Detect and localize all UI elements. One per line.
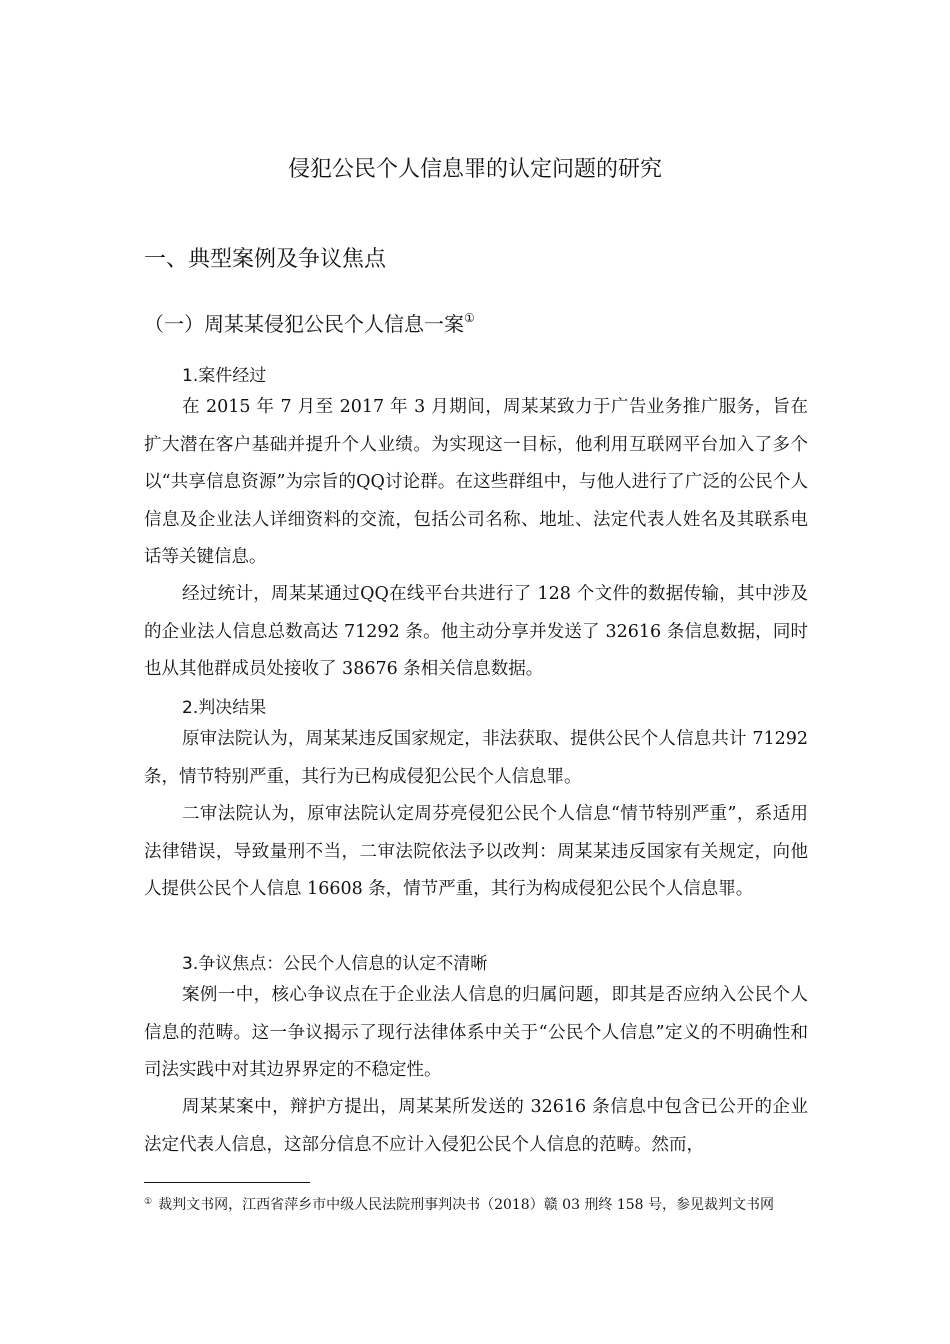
paragraph-case-2: 经过统计，周某某通过QQ在线平台共进行了 128 个文件的数据传输，其中涉及的企业法人信息总数高达 71292 条。他主动分享并发送了 32616 条信息数据，同时也从其他群成员处接收了 38676 条相关信息数据。 <box>144 584 808 679</box>
section-heading: 一、典型案例及争议焦点 <box>144 247 387 272</box>
heading-case-process: 1.案件经过 <box>182 366 267 386</box>
subsection-heading <box>144 308 475 337</box>
footnote <box>144 1192 808 1215</box>
footnote-reference: ① <box>464 311 475 325</box>
paragraph-case-1: 在 2015 年 7 月至 2017 年 3 月期间，周某某致力于广告业务推广服务，旨在扩大潜在客户基础并提升个人业绩。为实现这一目标，他利用互联网平台加入了多个以“共享信息资源”为宗旨的QQ讨论群。在这些群组中，与他人进行了广泛的公民个人信息及企业法人详细资料的交流，包括公司名称、地址、法定代表人姓名及其联系电话等关键信息。 <box>144 397 808 567</box>
footnote-marker: ① <box>144 1197 153 1207</box>
subsection-heading-text: （一）周某某侵犯公民个人信息一案 <box>144 312 464 336</box>
footnote-text: 裁判文书网，江西省萍乡市中级人民法院刑事判决书（2018）赣 03 刑终 158 号，参见裁判文书网 <box>158 1197 775 1213</box>
heading-judgment: 2.判决结果 <box>182 698 267 718</box>
document-title: 侵犯公民个人信息罪的认定问题的研究 <box>287 157 662 182</box>
footnote-divider <box>144 1182 310 1183</box>
paragraph-judgment-2: 二审法院认为，原审法院认定周芬亮侵犯公民个人信息“情节特别严重”，系适用法律错误，导致量刑不当，二审法院依法予以改判：周某某违反国家有关规定，向他人提供公民个人信息 16608 条，情节严重，其行为构成侵犯公民个人信息罪。 <box>144 804 808 899</box>
heading-dispute: 3.争议焦点：公民个人信息的认定不清晰 <box>182 954 488 974</box>
paragraph-judgment-1: 原审法院认为，周某某违反国家规定，非法获取、提供公民个人信息共计 71292 条，情节特别严重，其行为已构成侵犯公民个人信息罪。 <box>144 729 808 787</box>
paragraph-dispute-2: 周某某案中，辩护方提出，周某某所发送的 32616 条信息中包含已公开的企业法定代表人信息，这部分信息不应计入侵犯公民个人信息的范畴。然而， <box>144 1097 808 1155</box>
paragraph-dispute-1: 案例一中，核心争议点在于企业法人信息的归属问题，即其是否应纳入公民个人信息的范畴。这一争议揭示了现行法律体系中关于“公民个人信息”定义的不明确性和司法实践中对其边界界定的不稳定性。 <box>144 985 808 1080</box>
